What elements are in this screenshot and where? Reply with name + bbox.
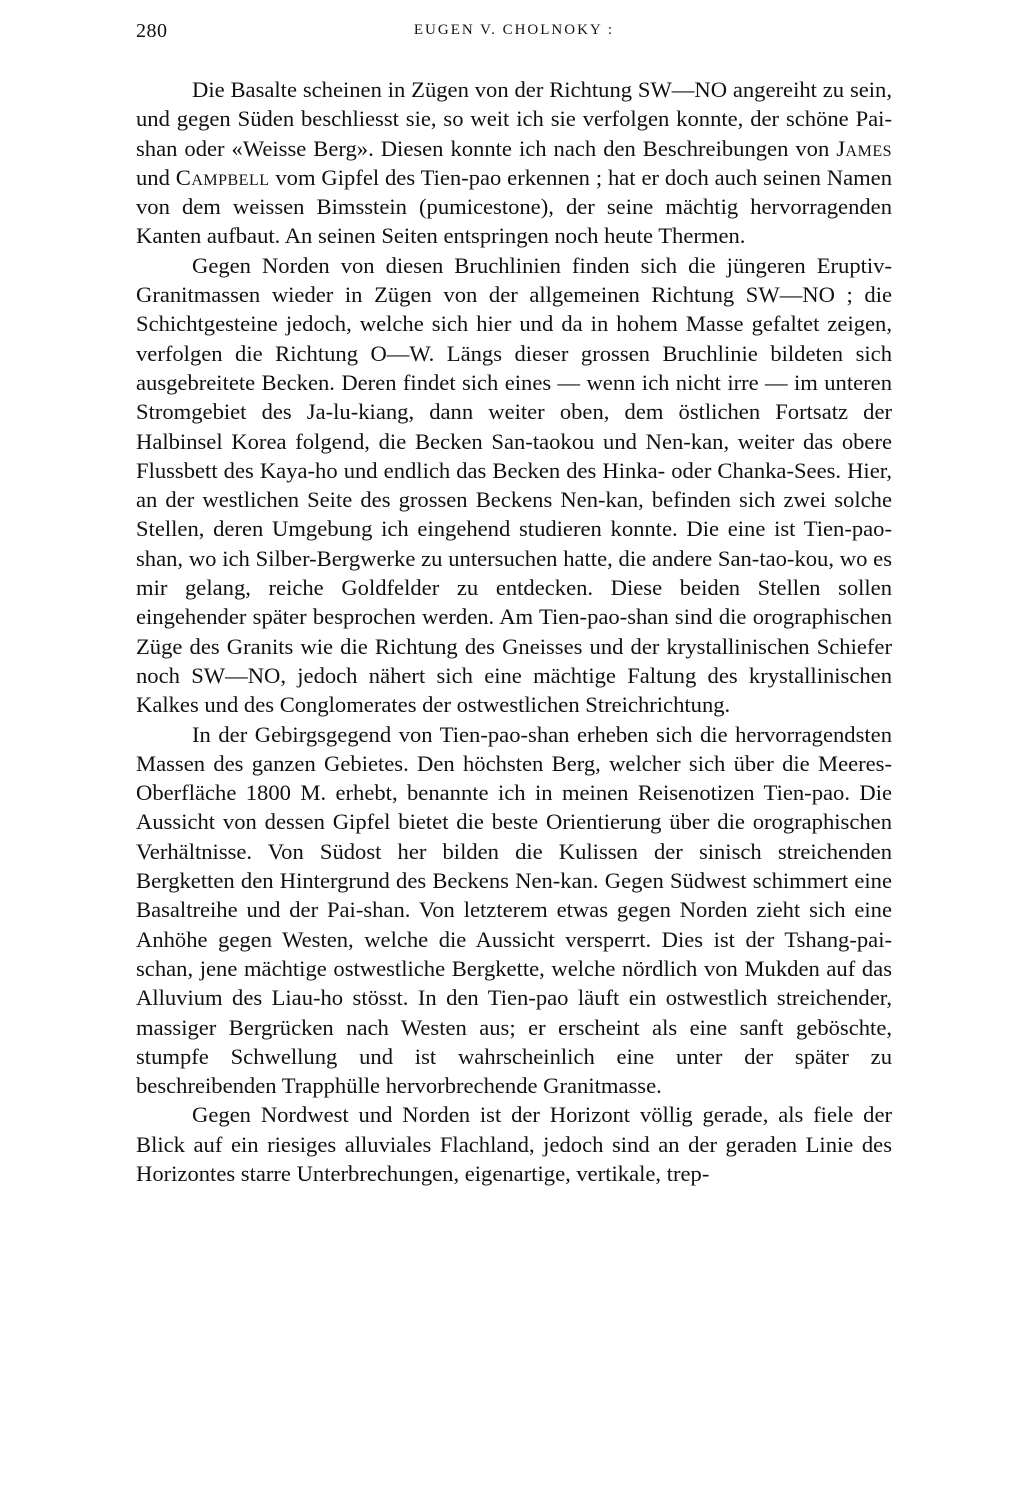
paragraph-3: In der Gebirgsgegend von Tien-pao-shan erheben sich die hervorragendsten Massen des ganzen Gebietes. Den höchsten Berg, welcher sich über die Meeres-Oberfläche 1800 M. erhebt, benannte ich in meinen Reisenotizen Tien-pao. Die Aussicht von dessen Gipfel bietet die beste Orientierung über die orographischen Verhältnisse. Von Südost her bilden die Kulissen der sinisch streichenden Bergketten den Hintergrund des Beckens Nen-kan. Gegen Südwest schimmert eine Basaltreihe und der Pai-shan. Von letzterem etwas gegen Norden zieht sich eine Anhöhe gegen Westen, welche die Aussicht versperrt. Dies ist der Tshang-pai-schan, jene mächtige ostwestliche Bergkette, welche nördlich von Mukden auf das Alluvium des Liau-ho stösst. In den Tien-pao läuft ein ostwestlich streichender, massiger Bergrücken nach Westen aus; er erscheint als eine sanft geböschte, stumpfe Schwellung und ist wahrscheinlich eine unter der später zu beschreibenden Trapphülle hervorbrechende Granitmasse. — [136, 721, 892, 1099]
paragraph-1-text: Die Basalte scheinen in Zügen von der Richtung SW—NO angereiht zu sein, und gegen Süden beschliesst sie, so weit ich sie verfolgen konnte, der schöne Pai-shan oder «Weisse Berg». Diesen konnte ich nach den Beschreibungen von — [136, 77, 892, 161]
paragraph-1-text-continued: vom Gipfel des Tien-pao erkennen ; hat er doch auch seinen Namen von dem weissen Bimsstein (pumicestone), der seine mächtig hervorragenden Kanten aufbaut. An seinen Seiten entspringen noch heute Thermen. — [136, 164, 892, 249]
paragraph-2: Gegen Norden von diesen Bruchlinien finden sich die jüngeren Eruptiv-Granitmassen wieder in Zügen von der allgemeinen Richtung SW—NO ; die Schichtgesteine jedoch, welche sich hier und da in hohem Masse gefaltet zeigen, verfolgen die Richtung O—W. Längs dieser grossen Bruchlinie bildeten sich ausgebreitete Becken. Deren findet sich eines — wenn ich nicht irre — im unteren Stromgebiet des Ja-lu-kiang, dann weiter oben, dem östlichen Fortsatz der Halbinsel Korea folgend, die Becken San-taokou und Nen-kan, weiter das obere Flussbett des Kaya-ho und endlich das Becken des Hinka- oder Chanka-Sees. Hier, an der westlichen Seite des grossen Beckens Nen-kan, befinden sich zwei solche Stellen, deren Umgebung ich eingehend studieren konnte. Die eine ist Tien-pao-shan, wo ich Silber-Bergwerke zu untersuchen hatte, die andere San-tao-kou, wo es mir gelang, reiche Goldfelder zu entdecken. Diese beiden Stellen sollen eingehender später besprochen werden. Am Tien-pao-shan sind die orographischen Züge des Granits wie die Richtung des Gneisses und der krystallinischen Schiefer noch SW—NO, jedoch nähert sich eine mächtige Faltung des krystallinischen Kalkes und des Conglomerates der ostwestlichen Streichrichtung. — [136, 252, 892, 718]
page-number: 280 — [136, 20, 168, 42]
running-title: EUGEN V. CHOLNOKY : — [413, 22, 615, 38]
author-name-campbell: Campbell — [175, 164, 270, 190]
paragraph-4: Gegen Nordwest und Norden ist der Horizont völlig gerade, als fiele der Blick auf ein riesiges alluviales Flachland, jedoch sind an der geraden Linie des Horizontes starre Unterbrechungen, eigenartige, vertikale, trep- — [136, 1102, 892, 1186]
paragraph-1-conjunction: und — [136, 164, 176, 190]
paragraph-1 — [136, 75, 892, 251]
body-text — [136, 75, 892, 1188]
running-head — [136, 20, 892, 48]
author-name-james: James — [836, 135, 892, 161]
